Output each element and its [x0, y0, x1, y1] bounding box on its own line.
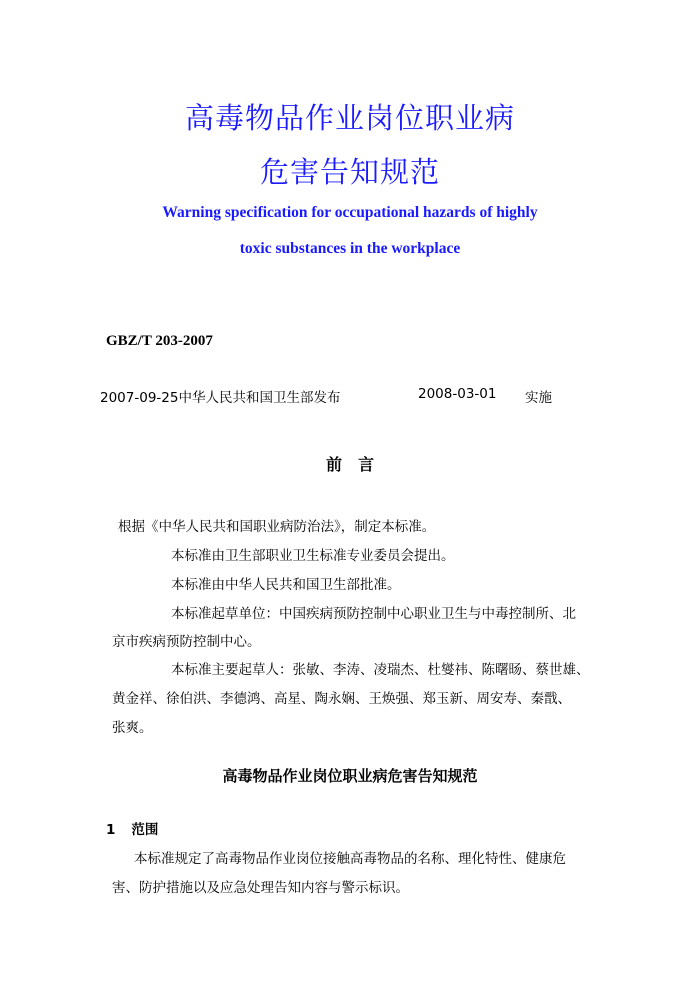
section-1-number: 1	[106, 822, 116, 838]
title-en-line2: toxic substances in the workplace	[239, 240, 461, 257]
title-en-line1: Warning specification for occupational hazards of highly	[162, 204, 538, 221]
preface-line: 本标准起草单位：中国疾病预防控制中心职业卫生与中毒控制所、北	[171, 606, 576, 622]
section-1-text: 害、防护措施以及应急处理告知内容与警示标识。	[112, 880, 409, 896]
title-cn-line1: 高毒物品作业岗位职业病	[184, 101, 515, 135]
preface-line: 本标准由中华人民共和国卫生部批准。	[171, 577, 401, 593]
section-1-text: 本标准规定了高毒物品作业岗位接触高毒物品的名称、理化特性、健康危	[134, 851, 566, 867]
preface-title: 前 言	[325, 455, 374, 474]
standard-number: GBZ/T 203-2007	[106, 333, 213, 349]
section-1-heading	[106, 818, 158, 838]
effective-label: 实施	[525, 390, 552, 406]
effective-date: 2008-03-01	[418, 386, 497, 402]
title-cn-line2: 危害告知规范	[259, 155, 440, 189]
issue-info: 2007-09-25中华人民共和国卫生部发布	[100, 390, 341, 406]
preface-line: 黄金祥、徐伯洪、李德鸿、高星、陶永娴、王焕强、郑玉新、周安寿、秦戬、	[112, 691, 571, 707]
preface-line: 根据《中华人民共和国职业病防治法》，制定本标准。	[118, 519, 436, 535]
preface-line: 本标准主要起草人：张敏、李涛、凌瑞杰、杜燮祎、陈曙旸、蔡世雄、	[171, 662, 590, 678]
preface-line: 张爽。	[112, 720, 153, 736]
preface-line: 京市疾病预防控制中心。	[112, 634, 261, 650]
preface-line: 本标准由卫生部职业卫生标准专业委员会提出。	[171, 548, 455, 564]
section-title: 高毒物品作业岗位职业病危害告知规范	[222, 767, 478, 785]
section-1-label: 范围	[131, 822, 159, 838]
